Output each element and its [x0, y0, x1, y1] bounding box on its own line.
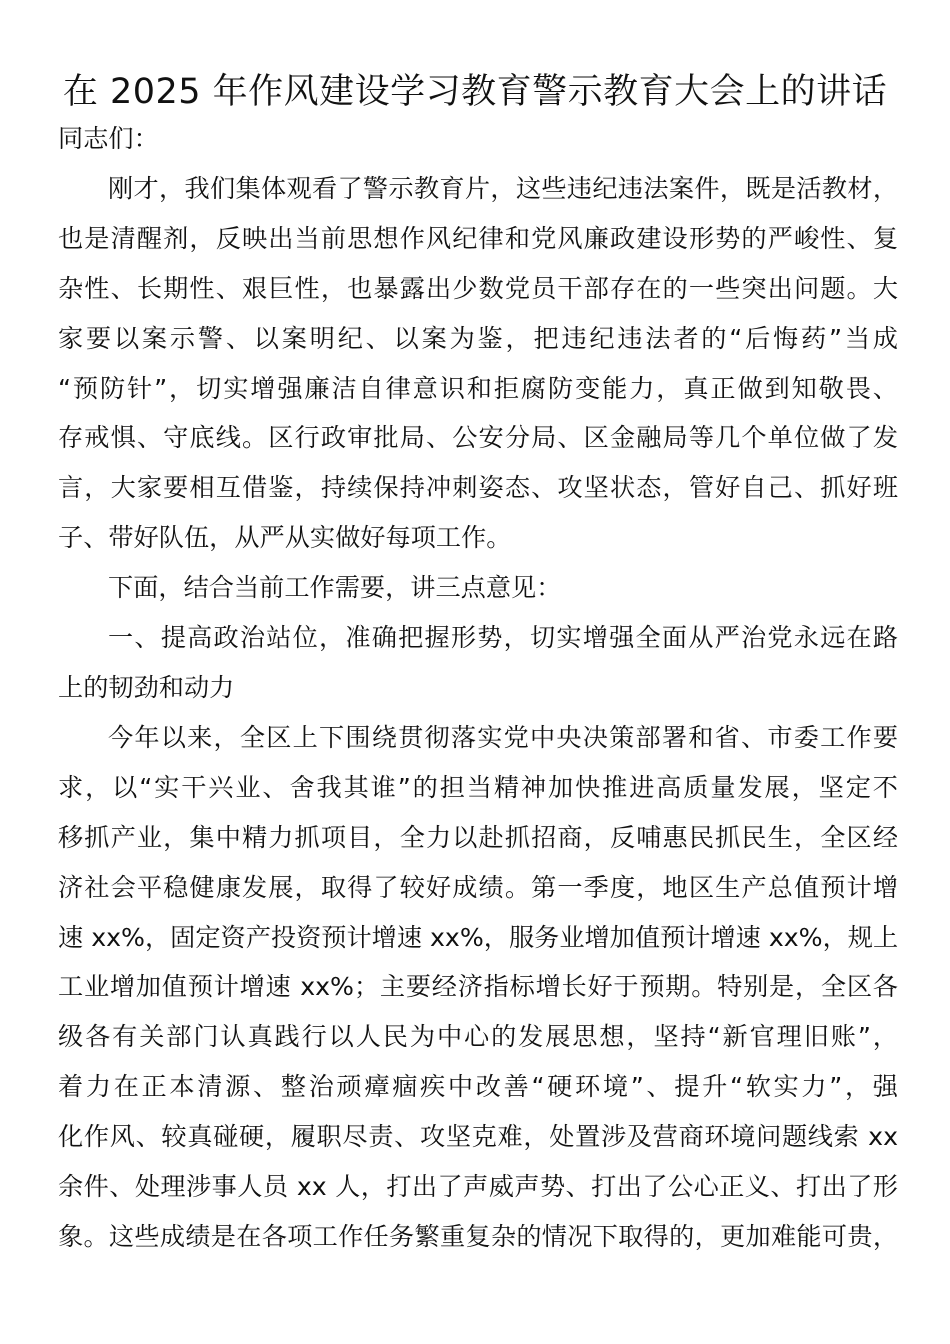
text-line: 存戒惧、守底线。区行政审批局、公安分局、区金融局等几个单位做了发 [58, 423, 898, 453]
text-line: 子、带好队伍，从严从实做好每项工作。 [58, 523, 512, 553]
section-heading-1 [58, 613, 898, 713]
paragraph-section-1 [58, 713, 898, 1262]
text-line: 济社会平稳健康发展，取得了较好成绩。第一季度，地区生产总值预计增 [58, 872, 898, 902]
text-line: 今年以来，全区上下围绕贯彻落实党中央决策部署和省、市委工作要 [108, 722, 898, 752]
document-body [58, 114, 898, 1262]
text-line: 级各有关部门认真践行以人民为中心的发展思想，坚持“新官理旧账”， [58, 1022, 898, 1052]
text-line: 余件、处理涉事人员 xx 人，打出了声威声势、打出了公心正义、打出了形 [58, 1172, 898, 1202]
heading-line: 上的韧劲和动力 [58, 672, 235, 702]
text-line: 移抓产业，集中精力抓项目，全力以赴抓招商，反哺惠民抓民生，全区经 [58, 822, 898, 852]
salutation: 同志们： [58, 124, 159, 153]
text-line: 着力在正本清源、整治顽瘴痼疾中改善“硬环境”、提升“软实力”，强 [58, 1072, 898, 1102]
text-line: 求，以“实干兴业、舍我其谁”的担当精神加快推进高质量发展，坚定不 [58, 772, 898, 802]
text-line: 象。这些成绩是在各项工作任务繁重复杂的情况下取得的，更加难能可贵， [58, 1221, 898, 1251]
text-line: 下面，结合当前工作需要，讲三点意见： [108, 573, 562, 603]
heading-line: 一、提高政治站位，准确把握形势，切实增强全面从严治党永远在路 [108, 623, 898, 653]
paragraph-intro [58, 563, 898, 613]
text-line: 刚才，我们集体观看了警示教育片，这些违纪违法案件，既是活教材， [108, 173, 898, 203]
text-line: 杂性、长期性、艰巨性，也暴露出少数党员干部存在的一些突出问题。大 [58, 273, 898, 303]
paragraph-opening [58, 164, 898, 563]
text-line: 也是清醒剂，反映出当前思想作风纪律和党风廉政建设形势的严峻性、复 [58, 223, 898, 253]
text-line: 言，大家要相互借鉴，持续保持冲刺姿态、攻坚状态，管好自己、抓好班 [58, 473, 898, 503]
document-title: 在 2025 年作风建设学习教育警示教育大会上的讲话 [62, 72, 888, 112]
text-line: 化作风、较真碰硬，履职尽责、攻坚克难，处置涉及营商环境问题线索 xx [58, 1122, 898, 1152]
text-line: 工业增加值预计增速 xx%；主要经济指标增长好于预期。特别是，全区各 [58, 972, 898, 1002]
text-line: “预防针”，切实增强廉洁自律意识和拒腐防变能力，真正做到知敬畏、 [58, 373, 898, 403]
text-line: 速 xx%，固定资产投资预计增速 xx%，服务业增加值预计增速 xx%，规上 [58, 922, 899, 952]
text-line: 家要以案示警、以案明纪、以案为鉴，把违纪违法者的“后悔药”当成 [58, 323, 898, 353]
